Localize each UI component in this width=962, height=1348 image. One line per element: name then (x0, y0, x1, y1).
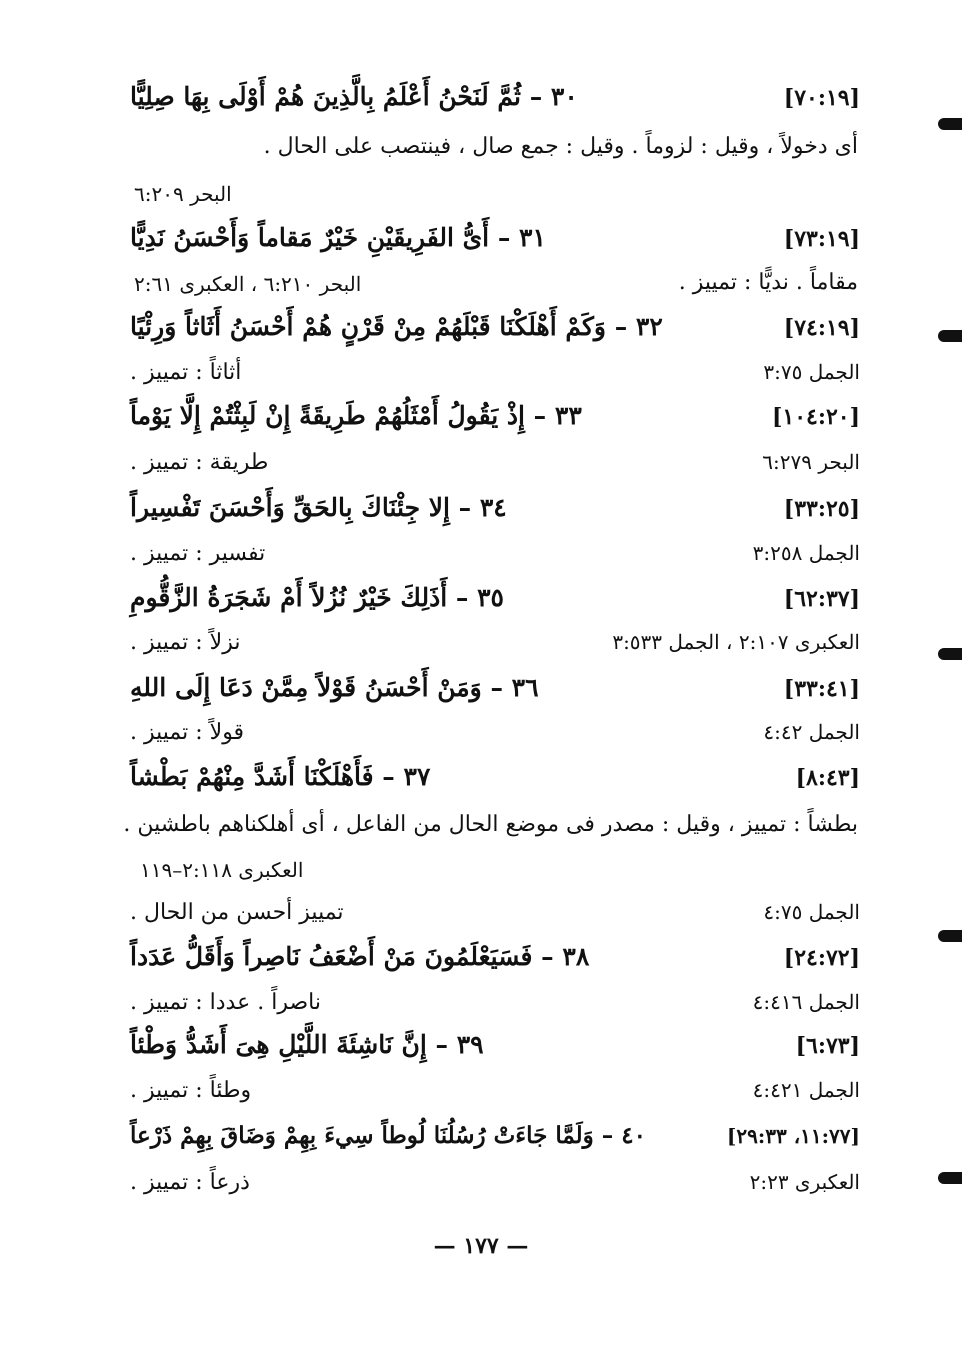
verse-reference: [٢٤:٧٢] (783, 945, 860, 971)
binding-mark (938, 1172, 962, 1184)
note-text: أثاثاً : تمييز . (130, 360, 242, 385)
verse-line (130, 223, 860, 252)
verse-reference: [١٠٤:٢٠] (771, 404, 860, 430)
source-citation: الجمل ٣:٢٥٨ (752, 541, 860, 565)
note-text: بطشاً : تمييز ، وقيل : مصدر فى موضع الحال من الفاعل ، أى أهلكناهم باطشين . (123, 812, 858, 837)
source-citation: الجمل ٤:٤٢١ (752, 1078, 860, 1102)
note-text: طريقة : تمييز . (130, 450, 269, 475)
source-citation: العكبرى ٢:١١٨–١١٩ (140, 858, 304, 882)
verse-reference: [٣٣:٤١] (783, 676, 860, 702)
verse-line (130, 1030, 860, 1059)
verse-line (130, 312, 860, 341)
verse-line (130, 942, 860, 971)
note-text: نزلاً : تمييز . (130, 630, 241, 655)
source-citation: البحر ٦:٢١٠ ، العكبرى ٢:٦١ (134, 272, 362, 296)
note-line (130, 450, 860, 475)
verse-reference: [٧٣:١٩] (783, 226, 860, 252)
source-citation: الجمل ٣:٧٥ (763, 360, 860, 384)
source-citation: الجمل ٤:٧٥ (763, 900, 860, 924)
verse-reference: [١١:٧٧، ٢٩:٣٣] (726, 1124, 860, 1148)
verse-text: ٣٣ – إِذْ يَقُولُ أَمْثَلُهُمْ طَرِيقَةً إِنْ لَبِثْتُمْ إِلَّا يَوْماً (130, 401, 582, 430)
verse-reference: [٣٣:٢٥] (783, 496, 860, 522)
verse-text: ٣٩ – إِنَّ نَاشِئَةَ اللَّيْلِ هِىَ أَشَدُّ وَطْئاً (130, 1030, 484, 1059)
note-text: ذرعاً : تمييز . (130, 1170, 250, 1195)
verse-reference: [٨:٤٣] (795, 765, 860, 791)
binding-mark (938, 930, 962, 942)
verse-reference: [٧٤:١٩] (783, 315, 860, 341)
verse-text: ٣٢ – وَكَمْ أَهْلَكْنَا قَبْلَهُمْ مِنْ قَرْنٍ هُمْ أَحْسَنُ أَثَاثاً وَرِئْيًا (130, 312, 663, 341)
verse-reference: [٧٠:١٩] (783, 85, 860, 111)
note-text: ناصراً . عددا : تمييز . (130, 990, 321, 1015)
note-text: أى دخولاً ، وقيل : لزوماً . وقيل : جمع صال ، فينتصب على الحال . (263, 134, 858, 159)
verse-text: ٣٤ – إِلا جِئْنَاكَ بِالحَقِّ وَأَحْسَنَ تَفْسِيراً (130, 493, 507, 522)
note-line (130, 541, 860, 566)
verse-text: ٣٥ – أَذَلِكَ خَيْرٌ نُزُلاً أَمْ شَجَرَةُ الزَّقُّومِ (130, 583, 504, 612)
verse-line (130, 401, 860, 430)
page-number: — ١٧٧ — (433, 1233, 529, 1259)
source-citation: العكبرى ٢:٢٣ (749, 1170, 860, 1194)
note-line (130, 360, 860, 385)
verse-text: ٣٨ – فَسَيَعْلَمُونَ مَنْ أَضْعَفُ نَاصِراً وَأَقَلُّ عَدَداً (130, 942, 590, 971)
source-citation: العكبرى ٢:١٠٧ ، الجمل ٣:٥٣٣ (612, 630, 860, 654)
verse-text: ٣٠ – ثُمَّ لَنَحْنُ أَعْلَمُ بِالَّذِينَ هُمْ أَوْلَى بِهَا صِلِيًّا (130, 82, 578, 111)
source-citation: الجمل ٤:٤١٦ (752, 990, 860, 1014)
verse-reference: [٦:٧٣] (795, 1033, 860, 1059)
verse-text: ٣٧ – فَأَهْلَكْنَا أَشَدَّ مِنْهُمْ بَطْشاً (130, 762, 431, 791)
note-text: قولاً : تمييز . (130, 720, 245, 745)
verse-line (130, 493, 860, 522)
note-line (130, 1078, 860, 1103)
note-line (130, 630, 860, 655)
source-citation: البحر ٦:٢٧٩ (762, 450, 860, 474)
verse-line (130, 1122, 860, 1149)
source-citation: البحر ٦:٢٠٩ (134, 182, 232, 206)
source-citation: الجمل ٤:٤٢ (763, 720, 860, 744)
note-line (130, 990, 860, 1015)
note-line (130, 900, 860, 925)
verse-line (130, 673, 860, 702)
note-line (130, 720, 860, 745)
note-text: وطئاً : تمييز . (130, 1078, 252, 1103)
verse-line (130, 762, 860, 791)
verse-text: ٣١ – أَىُّ الفَرِيقَيْنِ خَيْرٌ مَقاماً وَأَحْسَنُ نَدِيًّا (130, 223, 546, 252)
verse-text: ٤٠ – وَلَمَّا جَاءَتْ رُسُلُنَا لُوطاً سِيءَ بِهِمْ وَضَاقَ بِهِمْ ذَرْعاً (130, 1122, 646, 1149)
verse-text: ٣٦ – وَمَنْ أَحْسَنُ قَوْلاً مِمَّنْ دَعَا إِلَى اللهِ (130, 673, 539, 702)
verse-line (130, 583, 860, 612)
verse-reference: [٦٢:٣٧] (783, 586, 860, 612)
verse-line (130, 82, 860, 111)
note-text: تفسير : تمييز . (130, 541, 266, 566)
binding-mark (938, 330, 962, 342)
note-line (130, 1170, 860, 1195)
binding-mark (938, 648, 962, 660)
note-text: تمييز أحسن من الحال . (130, 900, 344, 925)
note-text: مقاماً . نديًّا : تمييز . (678, 270, 858, 295)
binding-mark (938, 118, 962, 130)
